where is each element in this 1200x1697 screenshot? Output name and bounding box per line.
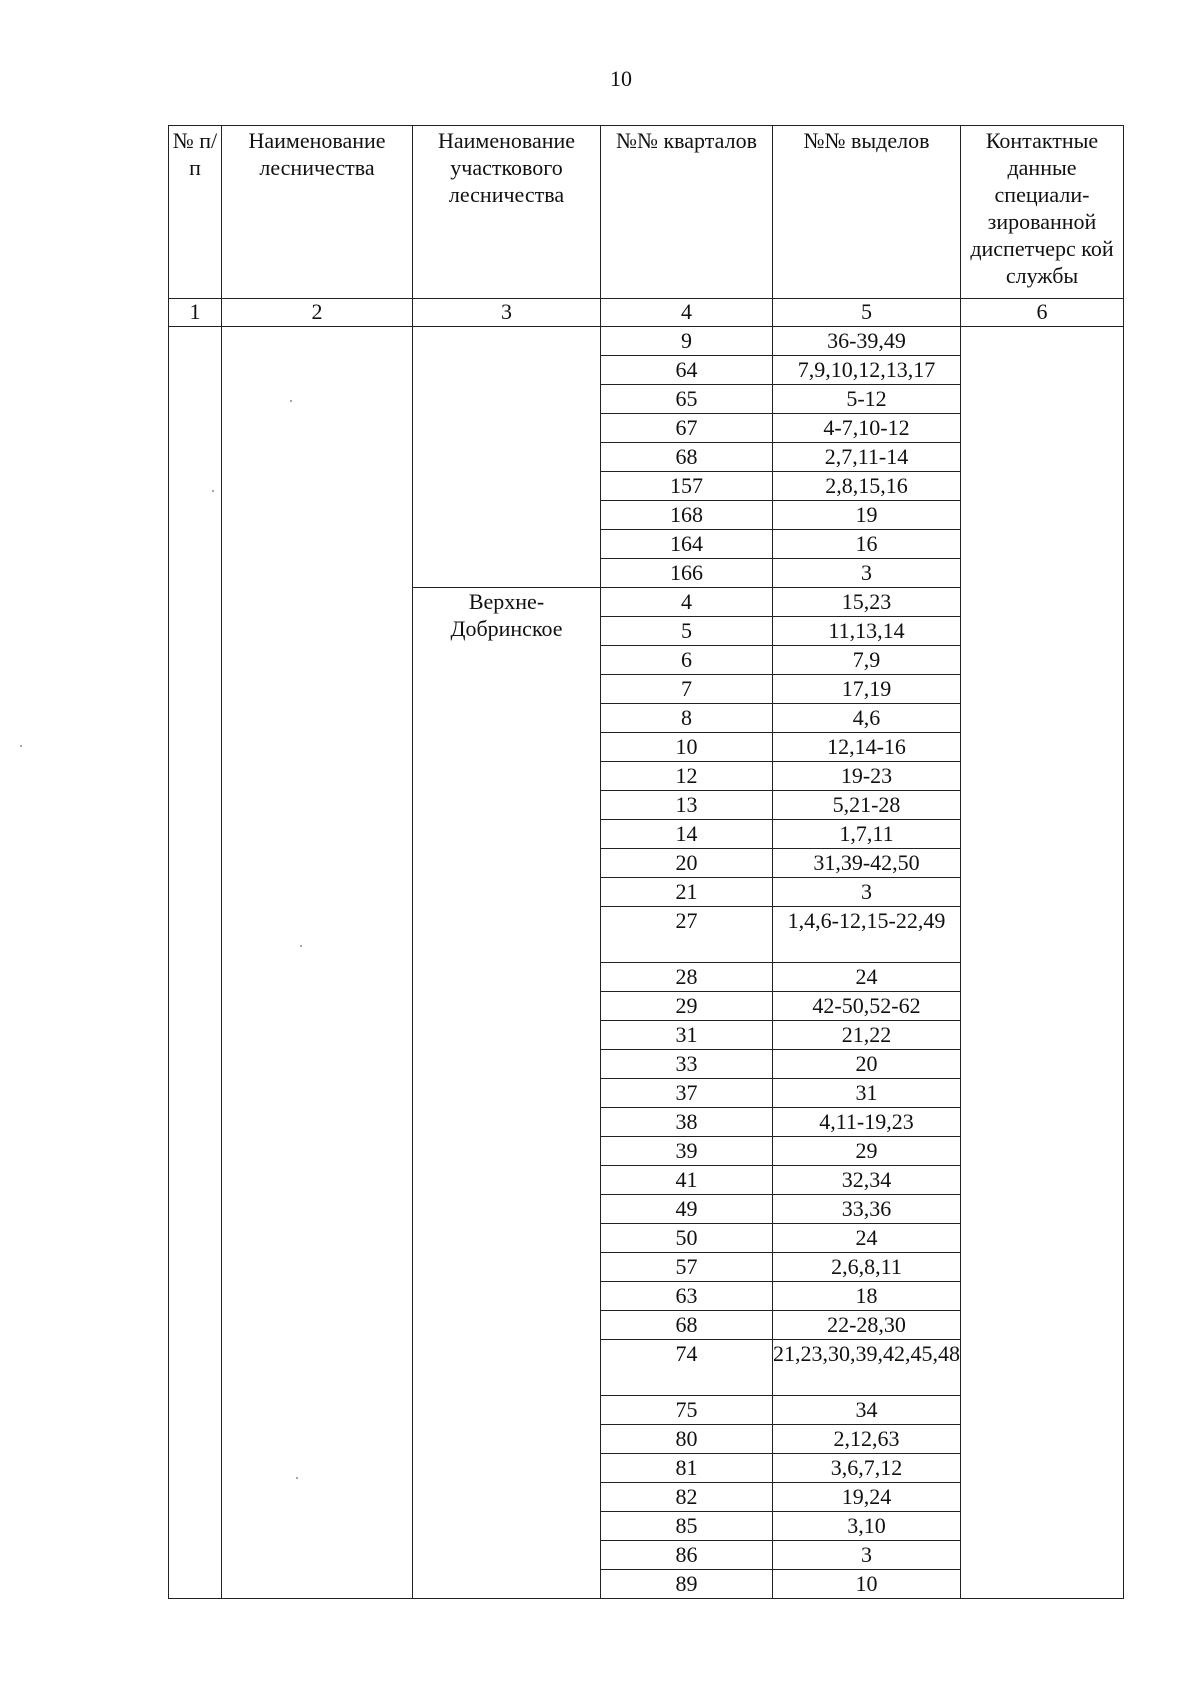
allotment-numbers-cell: 21,22	[773, 1021, 961, 1050]
quarter-number-cell: 63	[601, 1282, 773, 1311]
quarter-number-cell: 7	[601, 675, 773, 704]
quarter-number-cell: 10	[601, 733, 773, 762]
allotment-numbers-cell: 7,9	[773, 646, 961, 675]
district-forestry-cell	[413, 327, 601, 588]
allotment-numbers-cell: 31	[773, 1079, 961, 1108]
quarter-number-cell: 4	[601, 588, 773, 617]
scan-speck	[300, 945, 302, 947]
allotment-numbers-cell: 3	[773, 878, 961, 907]
quarter-number-cell: 41	[601, 1166, 773, 1195]
dispatch-contacts-cell	[961, 327, 1124, 1599]
quarter-number-cell: 27	[601, 907, 773, 963]
allotment-numbers-cell: 21,23,30,39,42,45,48	[773, 1340, 961, 1396]
quarter-number-cell: 74	[601, 1340, 773, 1396]
quarter-number-cell: 33	[601, 1050, 773, 1079]
header-forestry-name: Наименование лесничества	[222, 126, 413, 299]
table-body	[169, 327, 1124, 1599]
allotment-numbers-cell: 1,7,11	[773, 820, 961, 849]
column-number: 3	[413, 299, 601, 327]
allotment-numbers-cell: 15,23	[773, 588, 961, 617]
quarter-number-cell: 75	[601, 1396, 773, 1425]
quarter-number-cell: 29	[601, 992, 773, 1021]
allotment-numbers-cell: 24	[773, 1224, 961, 1253]
quarter-number-cell: 28	[601, 963, 773, 992]
quarter-number-cell: 31	[601, 1021, 773, 1050]
quarter-number-cell: 9	[601, 327, 773, 356]
allotment-numbers-cell: 17,19	[773, 675, 961, 704]
quarter-number-cell: 37	[601, 1079, 773, 1108]
quarter-number-cell: 21	[601, 878, 773, 907]
forestry-name-cell	[222, 327, 413, 1599]
scan-speck	[20, 745, 22, 747]
allotment-numbers-cell: 3	[773, 559, 961, 588]
quarter-number-cell: 39	[601, 1137, 773, 1166]
quarter-number-cell: 81	[601, 1454, 773, 1483]
allotment-numbers-cell: 20	[773, 1050, 961, 1079]
quarter-number-cell: 64	[601, 356, 773, 385]
quarter-number-cell: 166	[601, 559, 773, 588]
header-allotment-numbers: №№ выделов	[773, 126, 961, 299]
allotment-numbers-cell: 11,13,14	[773, 617, 961, 646]
allotment-numbers-cell: 4,6	[773, 704, 961, 733]
allotment-numbers-cell: 18	[773, 1282, 961, 1311]
allotment-numbers-cell: 2,7,11-14	[773, 443, 961, 472]
header-quarter-numbers: №№ кварталов	[601, 126, 773, 299]
quarter-number-cell: 85	[601, 1512, 773, 1541]
scan-speck	[296, 1477, 298, 1479]
allotment-numbers-cell: 4,11-19,23	[773, 1108, 961, 1137]
allotment-numbers-cell: 19	[773, 501, 961, 530]
column-number-row	[169, 299, 1124, 327]
allotment-numbers-cell: 7,9,10,12,13,17	[773, 356, 961, 385]
allotment-numbers-cell: 32,34	[773, 1166, 961, 1195]
allotment-numbers-cell: 24	[773, 963, 961, 992]
allotment-numbers-cell: 1,4,6-12,15-22,49	[773, 907, 961, 963]
column-number: 2	[222, 299, 413, 327]
quarter-number-cell: 68	[601, 1311, 773, 1340]
quarter-number-cell: 86	[601, 1541, 773, 1570]
quarter-number-cell: 82	[601, 1483, 773, 1512]
header-dispatch-contacts: Контактные данные специали-зированной диспетчерс кой службы	[961, 126, 1124, 299]
scan-speck	[212, 490, 214, 492]
column-number: 6	[961, 299, 1124, 327]
allotment-numbers-cell: 19-23	[773, 762, 961, 791]
quarter-number-cell: 157	[601, 472, 773, 501]
quarter-number-cell: 50	[601, 1224, 773, 1253]
quarter-number-cell: 38	[601, 1108, 773, 1137]
allotment-numbers-cell: 31,39-42,50	[773, 849, 961, 878]
allotment-numbers-cell: 33,36	[773, 1195, 961, 1224]
allotment-numbers-cell: 19,24	[773, 1483, 961, 1512]
allotment-numbers-cell: 29	[773, 1137, 961, 1166]
allotment-numbers-cell: 2,6,8,11	[773, 1253, 961, 1282]
quarter-number-cell: 164	[601, 530, 773, 559]
quarter-number-cell: 14	[601, 820, 773, 849]
page-number: 10	[610, 66, 632, 91]
allotment-numbers-cell: 2,12,63	[773, 1425, 961, 1454]
header-district-forestry-name: Наименование участкового лесничества	[413, 126, 601, 299]
quarter-number-cell: 68	[601, 443, 773, 472]
district-forestry-cell: Верхне-Добринское	[413, 588, 601, 1599]
quarter-number-cell: 80	[601, 1425, 773, 1454]
allotment-numbers-cell: 3	[773, 1541, 961, 1570]
column-number: 4	[601, 299, 773, 327]
quarter-number-cell: 20	[601, 849, 773, 878]
quarter-number-cell: 67	[601, 414, 773, 443]
quarter-number-cell: 8	[601, 704, 773, 733]
allotment-numbers-cell: 4-7,10-12	[773, 414, 961, 443]
scan-speck	[290, 400, 292, 402]
quarter-number-cell: 49	[601, 1195, 773, 1224]
quarter-number-cell: 89	[601, 1570, 773, 1599]
quarter-number-cell: 13	[601, 791, 773, 820]
allotment-numbers-cell: 10	[773, 1570, 961, 1599]
row-number-cell	[169, 327, 222, 1599]
allotment-numbers-cell: 5-12	[773, 385, 961, 414]
allotment-numbers-cell: 3,10	[773, 1512, 961, 1541]
allotment-numbers-cell: 16	[773, 530, 961, 559]
header-row-number: № п/п	[169, 126, 222, 299]
allotment-numbers-cell: 34	[773, 1396, 961, 1425]
allotment-numbers-cell: 5,21-28	[773, 791, 961, 820]
allotment-numbers-cell: 22-28,30	[773, 1311, 961, 1340]
column-number: 1	[169, 299, 222, 327]
forest-districts-table-container	[168, 125, 1123, 1599]
allotment-numbers-cell: 3,6,7,12	[773, 1454, 961, 1483]
allotment-numbers-cell: 2,8,15,16	[773, 472, 961, 501]
allotment-numbers-cell: 42-50,52-62	[773, 992, 961, 1021]
forest-districts-table	[168, 125, 1124, 1599]
allotment-numbers-cell: 12,14-16	[773, 733, 961, 762]
quarter-number-cell: 5	[601, 617, 773, 646]
column-number: 5	[773, 299, 961, 327]
quarter-number-cell: 12	[601, 762, 773, 791]
table-row	[169, 327, 1124, 356]
allotment-numbers-cell: 36-39,49	[773, 327, 961, 356]
quarter-number-cell: 6	[601, 646, 773, 675]
quarter-number-cell: 168	[601, 501, 773, 530]
quarter-number-cell: 57	[601, 1253, 773, 1282]
quarter-number-cell: 65	[601, 385, 773, 414]
table-header	[169, 126, 1124, 327]
